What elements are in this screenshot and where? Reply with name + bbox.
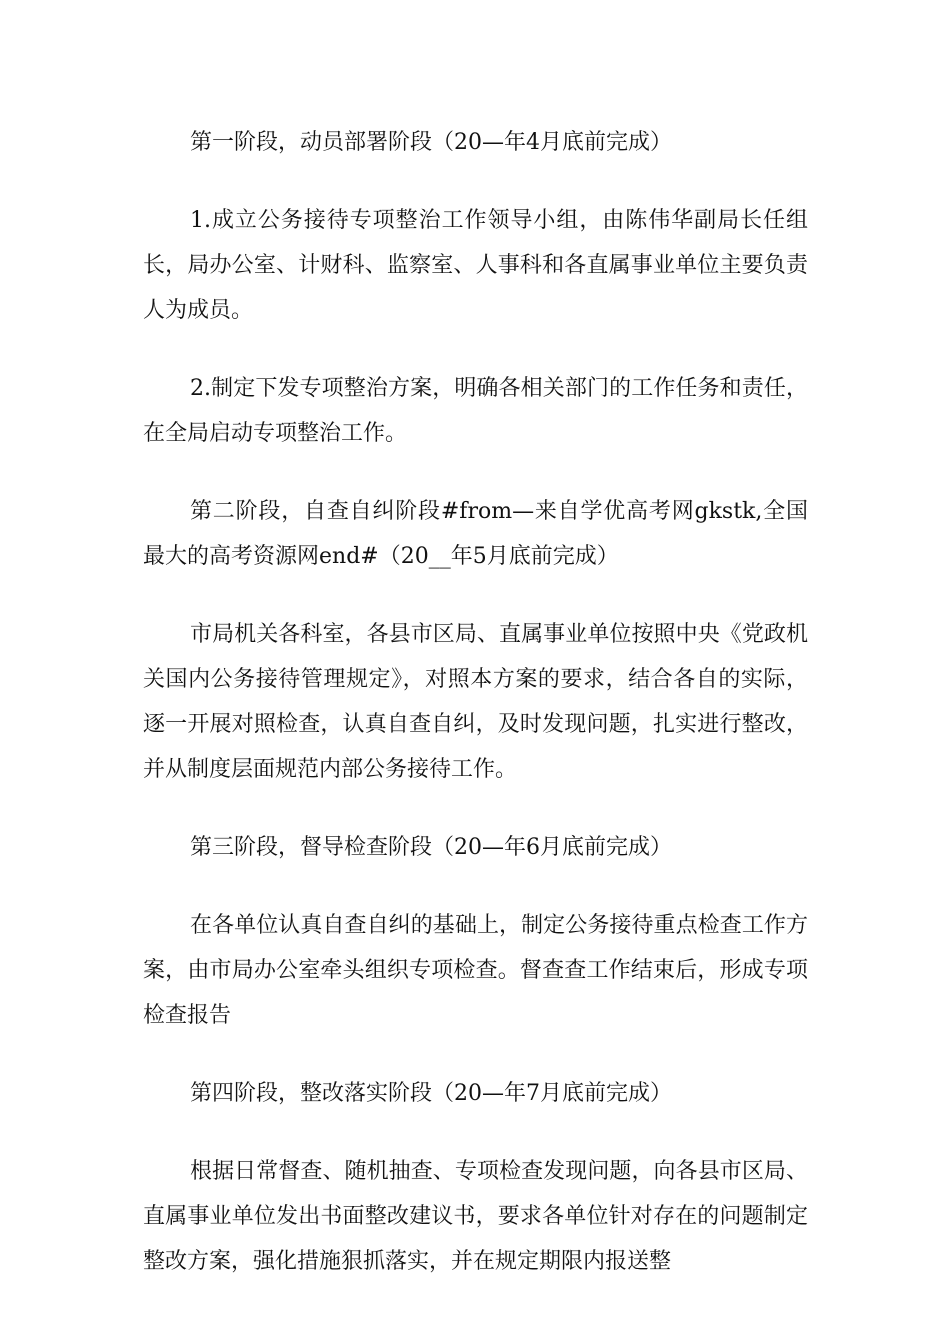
phase-1-item-1: 1.成立公务接待专项整治工作领导小组，由陈伟华副局长任组长，局办公室、计财科、监察室、人事科和各直属事业单位主要负责人为成员。	[143, 208, 808, 323]
document-body	[143, 120, 808, 1317]
phase-3-body: 在各单位认真自查自纠的基础上，制定公务接待重点检查工作方案，由市局办公室牵头组织专项检查。督查查工作结束后，形成专项检查报告	[143, 913, 808, 1028]
phase-3-heading: 第三阶段，督导检查阶段（20—年6月底前完成）	[190, 835, 672, 860]
phase-4-heading: 第四阶段，整改落实阶段（20—年7月底前完成）	[190, 1081, 672, 1106]
phase-2-heading: 第二阶段，自查自纠阶段#from—来自学优高考网gkstk,全国最大的高考资源网end#（20__年5月底前完成）	[143, 499, 808, 569]
phase-1-heading: 第一阶段，动员部署阶段（20—年4月底前完成）	[190, 130, 672, 155]
phase-2-body: 市局机关各科室，各县市区局、直属事业单位按照中央《党政机关国内公务接待管理规定》，对照本方案的要求，结合各自的实际，逐一开展对照检查，认真自查自纠，及时发现问题，扎实进行整改，并从制度层面规范内部公务接待工作。	[143, 622, 808, 782]
phase-4-body: 根据日常督查、随机抽查、专项检查发现问题，向各县市区局、直属事业单位发出书面整改建议书，要求各单位针对存在的问题制定整改方案，强化措施狠抓落实，并在规定期限内报送整	[143, 1159, 808, 1274]
phase-1-item-2: 2.制定下发专项整治方案，明确各相关部门的工作任务和责任，在全局启动专项整治工作。	[143, 376, 808, 446]
